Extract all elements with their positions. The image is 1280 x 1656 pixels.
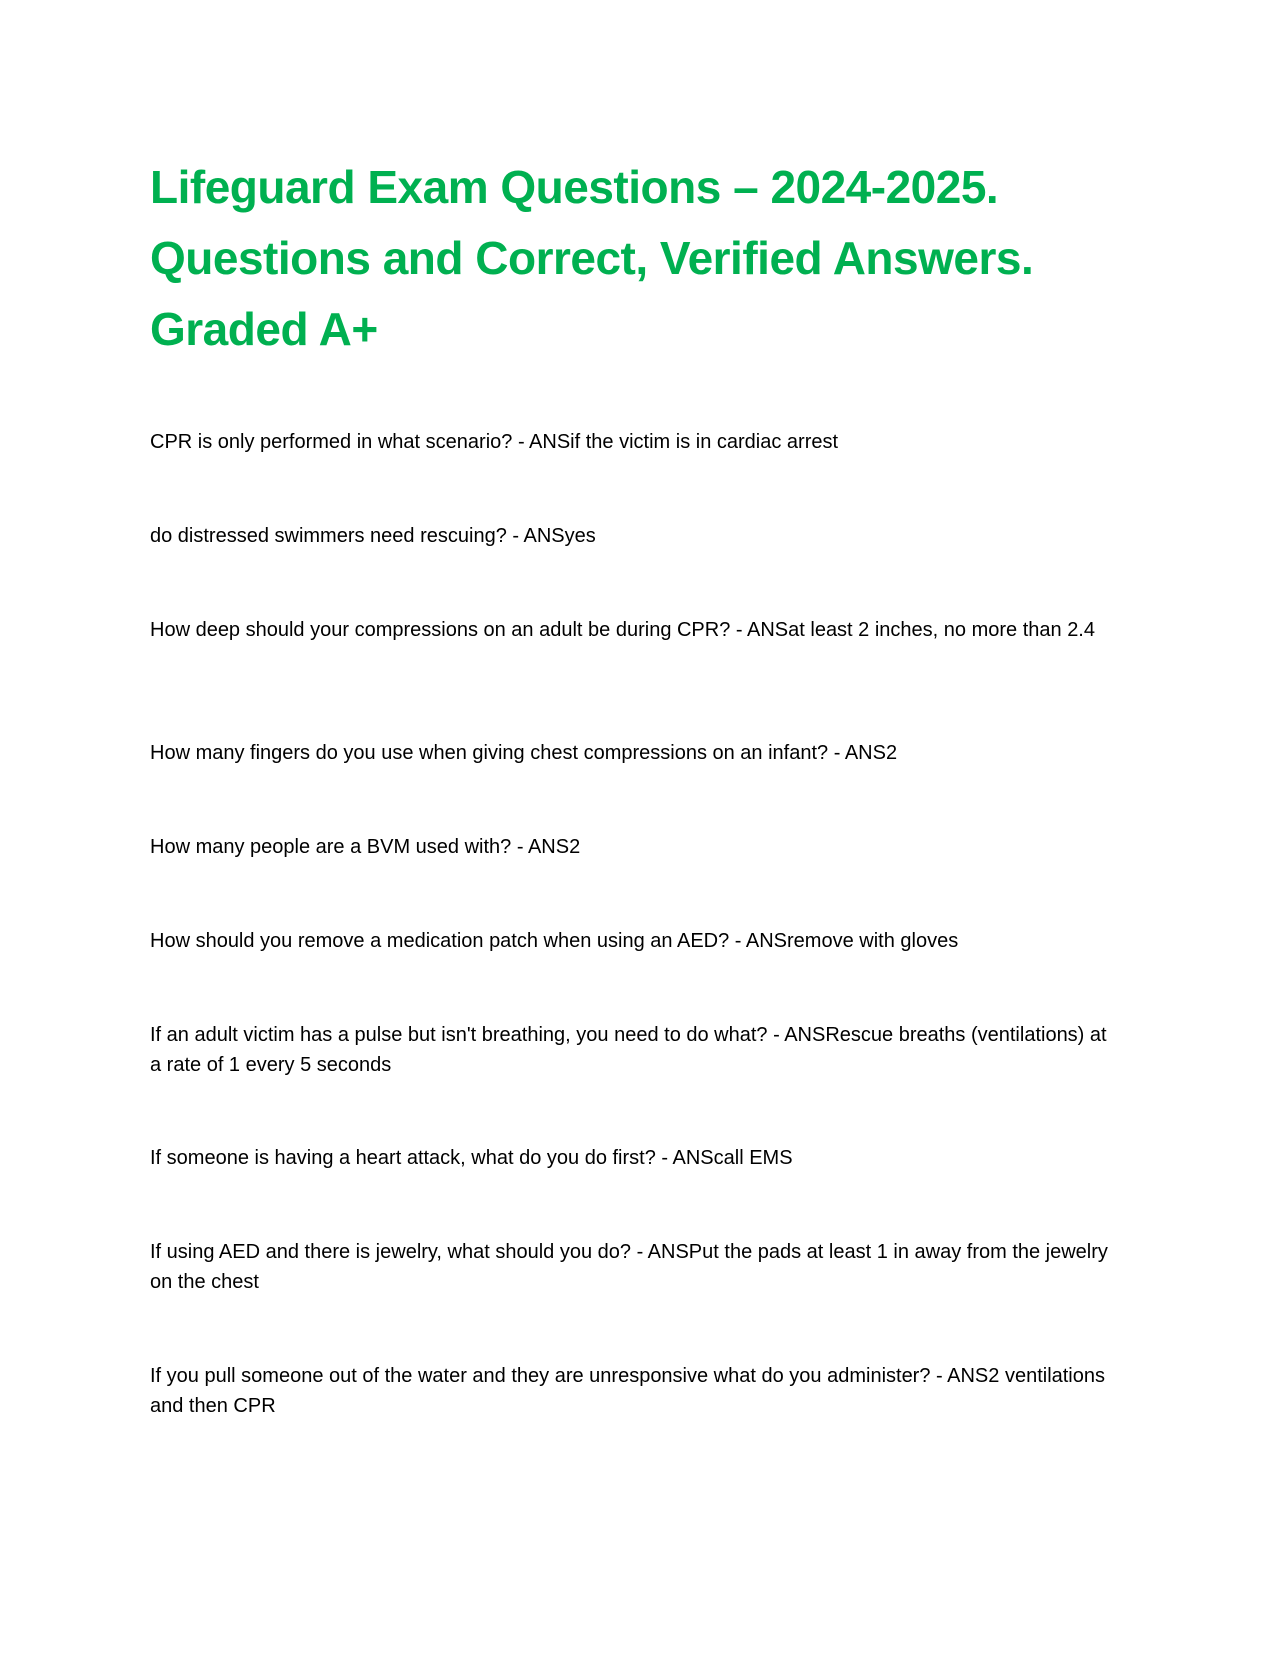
title-line-2: Questions and Correct, Verified Answers. bbox=[150, 232, 1034, 284]
qa-item-7: If an adult victim has a pulse but isn't breathing, you need to do what? - ANSRescue breaths (ventilations) at a rate of 1 every 5 seconds bbox=[150, 1024, 1107, 1076]
qa-item-2: do distressed swimmers need rescuing? - ANSyes bbox=[150, 525, 596, 547]
qa-item-1: CPR is only performed in what scenario? - ANSif the victim is in cardiac arrest bbox=[150, 431, 839, 453]
document-title bbox=[150, 152, 1130, 365]
qa-item-6: How should you remove a medication patch when using an AED? - ANSremove with gloves bbox=[150, 930, 959, 952]
qa-item-10: If you pull someone out of the water and they are unresponsive what do you administer? - ANS2 ventilations and then CPR bbox=[150, 1365, 1105, 1417]
qa-item-8: If someone is having a heart attack, what do you do first? - ANScall EMS bbox=[150, 1147, 793, 1169]
qa-item-3: How deep should your compressions on an adult be during CPR? - ANSat least 2 inches, no more than 2.4 bbox=[150, 619, 1095, 641]
qa-item-9: If using AED and there is jewelry, what should you do? - ANSPut the pads at least 1 in away from the jewelry on the chest bbox=[150, 1241, 1108, 1293]
qa-item-4: How many fingers do you use when giving chest compressions on an infant? - ANS2 bbox=[150, 742, 898, 764]
title-line-3: Graded A+ bbox=[150, 303, 378, 355]
title-line-1: Lifeguard Exam Questions – 2024-2025. bbox=[150, 161, 999, 213]
qa-item-5: How many people are a BVM used with? - ANS2 bbox=[150, 836, 581, 858]
